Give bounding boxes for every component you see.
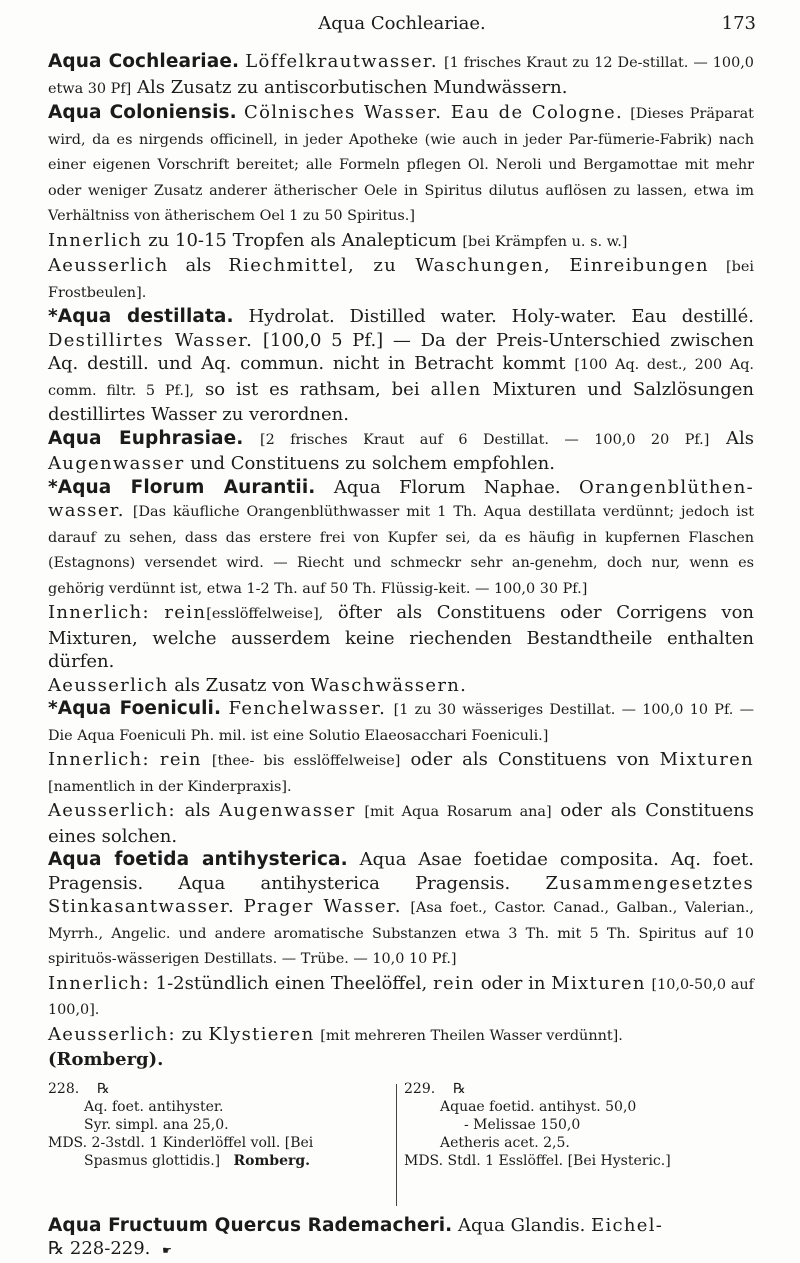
recipe-symbol: ℞ <box>48 1238 65 1259</box>
page-number: 173 <box>721 13 756 34</box>
internal-use-note: [esslöffelweise], <box>206 606 324 622</box>
entry-text: [100,0 5 Pf.] — Da der Preis-Unterschied zwischen Aq. destill. und Aq. commun. nicht in Betracht kommt <box>48 329 754 374</box>
entry-text: so ist es rathsam, bei <box>204 378 420 400</box>
internal-use-text: öfter als Constituens oder Corrigens von Mixturen, welche ausserdem keine riechenden Bestandtheile enthalten dürfen. <box>48 602 755 672</box>
external-use-text: Waschwässern. <box>310 674 468 696</box>
external-use-note: [mit mehreren Theilen Wasser verdünnt]. <box>320 1027 623 1044</box>
entry-text: und Constituens zu solchem empfohlen. <box>190 453 555 474</box>
entry-note: [Dieses Präparat wird, da es nirgends officinell, in jeder Apotheke (wie auch in jeder Par-fümerie-Fabrik) nach einer eigenen Vorschrift bereitet; alle Formeln pflegen Ol. Neroli und Bergamottae mit mehr oder weniger Zusatz anderer ätherischer Oele in Spiritus dilutus auflösen zu lassen, etwa im Verhältniss von ätherischem Oel 1 zu 50 Spiritus.] <box>48 106 754 224</box>
recipe-author: Romberg. <box>233 1152 311 1169</box>
internal-use-label: Innerlich: <box>48 972 150 994</box>
recipe-header <box>404 1080 744 1098</box>
recipe-divider <box>396 1084 397 1206</box>
internal-use-text: Mixturen <box>551 972 646 994</box>
internal-use-text: Mixturen <box>659 749 754 770</box>
entry-german-name: Aqua Asae foetidae composita. Aq. foet. Pragensis. Aqua antihysterica Pragensis. <box>48 849 754 894</box>
entry-german-name: Fenchelwasser. <box>228 698 387 719</box>
external-use-label: Aeusserlich <box>48 674 169 696</box>
entry-aqua-foetida-antihysterica <box>48 848 754 1072</box>
running-title: Aqua Cochleariae. <box>318 13 486 34</box>
running-header <box>48 10 756 38</box>
recipe-line: Syr. simpl. ana 25,0. <box>84 1116 229 1133</box>
entry-emphasis: allen <box>430 378 482 400</box>
entry-lemma: *Aqua destillata. <box>48 306 234 327</box>
recipe-instructions-text: Spasmus glottidis.] <box>84 1152 221 1169</box>
internal-use-text: oder als Constituens von <box>410 749 650 770</box>
external-use-note: [bei Frostbeulen]. <box>48 259 754 301</box>
entry-aqua-coloniensis <box>48 101 754 305</box>
recipe-line: Aetheris acet. 2,5. <box>440 1134 570 1151</box>
external-use-label: Aeusserlich: <box>48 800 176 821</box>
entry-aqua-destillata <box>48 305 754 427</box>
entry-lemma: Aqua foetida antihysterica. <box>48 849 348 870</box>
entry-aqua-florum-aurantii <box>48 476 754 698</box>
entry-aqua-euphrasiae <box>48 427 754 476</box>
recipe-header <box>48 1080 388 1098</box>
entry-german-name: Aqua Florum Naphae. <box>333 476 561 498</box>
entry-german-name: Orangenblüthen-wasser. <box>48 476 754 521</box>
recipe-228 <box>48 1080 388 1170</box>
recipe-symbol: ℞ <box>96 1080 110 1097</box>
entry-aqua-fructuum-quercus <box>48 1214 754 1263</box>
entry-attribution: (Romberg). <box>48 1049 164 1070</box>
entry-lemma: *Aqua Foeniculi. <box>48 698 222 719</box>
internal-use-text: oder in <box>480 972 546 994</box>
recipe-instructions: MDS. Stdl. 1 Esslöffel. [Bei Hysteric.] <box>404 1152 671 1169</box>
external-use-text: als <box>185 255 212 276</box>
external-use-text: als <box>184 800 211 821</box>
internal-use-label: Innerlich: <box>48 749 150 770</box>
internal-use-label: Innerlich: <box>48 602 150 623</box>
recipe-reference: 228-229. <box>69 1238 151 1259</box>
entry-lemma: Aqua Cochleariae. <box>48 51 240 72</box>
recipe-symbol: ℞ <box>452 1080 466 1097</box>
entry-german-name: Cölnisches Wasser. Eau de Cologne. <box>244 102 623 123</box>
entry-lemma: Aqua Fructuum Quercus Rademacheri. <box>48 1214 453 1236</box>
entry-aqua-cochleariae <box>48 50 754 101</box>
entry-text: Aqua Glandis. <box>458 1214 586 1236</box>
entry-lemma: Aqua Euphrasiae. <box>48 427 244 449</box>
external-use-text: Riechmittel, zu Waschungen, Einreibungen <box>228 255 709 276</box>
entry-german-name: Zusammengesetztes Stinkasantwasser. <box>48 872 754 917</box>
entry-lemma: Aqua Coloniensis. <box>48 102 237 123</box>
external-use-text: zu <box>181 1023 203 1045</box>
recipe-number: 229. <box>404 1080 436 1097</box>
entry-text: Eichel- <box>591 1214 664 1236</box>
entry-note: [Asa foet., Castor. Canad., Galban., Valerian., Myrrh., Angelic. und andere aromatische Substanzen etwa 3 Th. mit 5 Th. Spiritus auf 10 spirituös-wässerigen Destillats. — Trübe. — 10,0 10 Pf.] <box>48 900 754 967</box>
internal-use-label: Innerlich <box>48 229 143 251</box>
recipes <box>48 1080 754 1208</box>
entry-note: [100 Aq. dest., 200 Aq. comm. filtr. 5 Pf.], <box>48 357 754 399</box>
internal-use-text: zu 10-15 Tropfen als Analepticum <box>148 229 457 251</box>
entry-text: Mixturen und Salzlösungen destillirtes Wasser zu verordnen. <box>48 378 754 425</box>
internal-use-text: rein <box>159 749 202 770</box>
recipe-line: Aq. foet. antihyster. <box>84 1098 224 1115</box>
recipe-229 <box>404 1080 744 1170</box>
internal-use-text: rein <box>164 602 207 623</box>
recipe-instructions: MDS. 2-3stdl. 1 Kinderlöffel voll. [Bei <box>48 1134 314 1151</box>
external-use-note: [mit Aqua Rosarum ana] <box>364 804 552 820</box>
entry-aqua-foeniculi <box>48 697 754 848</box>
printer-mark-icon: ☛ <box>162 1244 173 1257</box>
recipe-line: Aquae foetid. antihyst. 50,0 <box>440 1098 637 1115</box>
internal-use-note: [10,0-50,0 auf 100,0]. <box>48 976 754 1018</box>
entry-german-name: Prager Wasser. <box>243 896 402 917</box>
external-use-text: oder als Constituens eines solchen. <box>48 800 754 847</box>
external-use-text: Augenwasser <box>219 800 356 821</box>
internal-use-note: [namentlich in der Kinderpraxis]. <box>48 778 292 795</box>
entry-description: Als Zusatz zu antiscorbutischen Mundwässern. <box>137 76 568 98</box>
external-use-label: Aeusserlich <box>48 255 169 276</box>
entry-usage-label: Augenwasser <box>48 453 185 474</box>
entry-german-name: Hydrolat. Distilled water. Holy-water. Eau destillé. <box>248 306 754 327</box>
external-use-text: als Zusatz von <box>174 674 305 696</box>
entry-german-name: Löffelkrautwasser. <box>245 51 438 72</box>
dictionary-text <box>48 50 754 1263</box>
external-use-text: Klystieren <box>208 1023 315 1045</box>
entry-note: [1 frisches Kraut zu 12 De-stillat. — 100,0 etwa 30 Pf] <box>48 55 754 97</box>
internal-use-note: [bei Krämpfen u. s. w.] <box>462 233 628 250</box>
recipe-line: - Melissae 150,0 <box>464 1116 581 1133</box>
entry-note: [1 zu 30 wässeriges Destillat. — 100,0 10 Pf. — Die Aqua Foeniculi Ph. mil. ist eine Solutio Elaeosacchari Foeniculi.] <box>48 702 754 744</box>
internal-use-text: rein <box>433 972 475 994</box>
external-use-label: Aeusserlich: <box>48 1023 176 1045</box>
internal-use-note: [thee- bis esslöffelweise] <box>211 753 401 769</box>
entry-note: [2 frisches Kraut auf 6 Destillat. — 100,0 20 Pf.] <box>259 431 710 448</box>
recipe-instructions-cont <box>48 1152 388 1170</box>
entry-german-name: Destillirtes Wasser. <box>48 329 254 351</box>
entry-text: Als <box>725 427 754 449</box>
entry-note: [Das käufliche Orangenblüthwasser mit 1 Th. Aqua destillata verdünnt; jedoch ist darauf zu sehen, dass das erstere frei von Kupfer sei, da es häufig in kupfernen Flaschen (Estagnons) versendet wird. — Riecht und schmeckr sehr an-genehm, doch nur, wenn es gehörig verdünnt ist, etwa 1-2 Th. auf 50 Th. Flüssig-keit. — 100,0 30 Pf.] <box>48 504 754 597</box>
entry-lemma: *Aqua Florum Aurantii. <box>48 476 316 498</box>
recipe-number: 228. <box>48 1080 80 1097</box>
internal-use-text: 1-2stündlich einen Theelöffel, <box>155 972 428 994</box>
